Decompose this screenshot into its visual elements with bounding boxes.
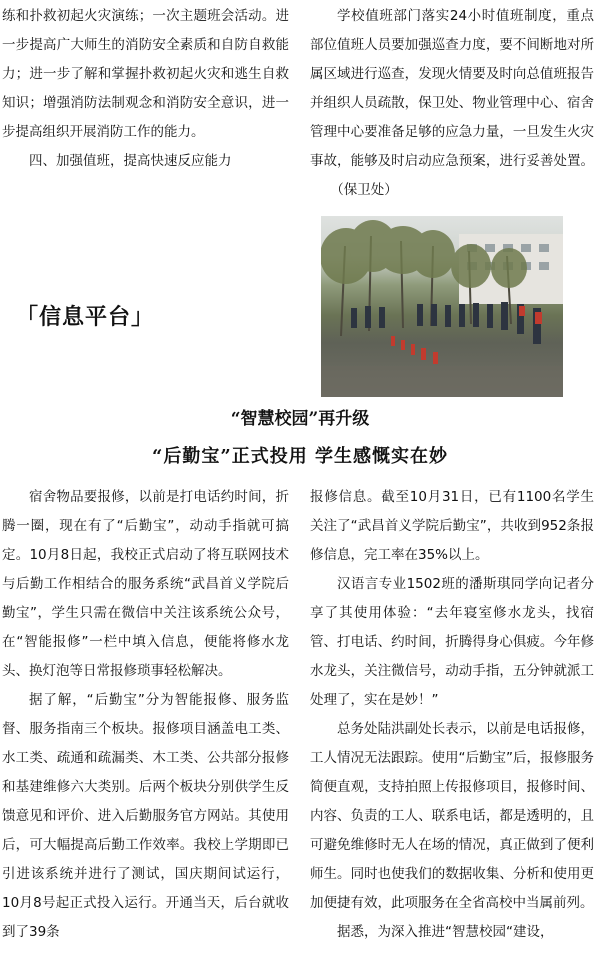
- top-right-column: [310, 2, 594, 205]
- bottom-left-column: [2, 483, 289, 947]
- paragraph-intro: 宿舍物品要报修，以前是打电话约时间，折腾一圈，现在有了“后勤宝”，动动手指就可搞定。10月8日起，我校正式启动了将互联网技术与后勤工作相结合的服务系统“武昌首义学院后勤宝”，学生只需在微信中关注该系统公众号，在“智能报修”一栏中填入信息，便能将修水龙头、换灯泡等日常报修琐事轻松解决。: [2, 489, 289, 679]
- section-label: 「信息平台」: [16, 304, 155, 330]
- headline-line-2: “后勤宝”正式投用 学生感慨实在妙: [152, 446, 448, 467]
- paragraph-modules: 据了解，“后勤宝”分为智能报修、服务监督、服务指南三个板块。报修项目涵盖电工类、水工类、疏通和疏漏类、木工类、公共部分报修和基建维修六大类别。后两个板块分别供学生反馈意见和评价、进入后勤服务官方网站。其使用后，可大幅提高后勤工作效率。我校上学期即已引进该系统并进行了测试，国庆期间试运行，10月8号起正式投入运行。开通当天，后台就收到了39条: [2, 692, 289, 940]
- subheading-duty: 四、加强值班，提高快速反应能力: [29, 153, 232, 169]
- paragraph-student-quote: 汉语言专业1502班的潘斯琪同学向记者分享了其使用体验：“去年寝室修水龙头，找宿管、打电话、约时间，折腾得身心俱疲。今年修水龙头，关注微信号，动动手指，五分钟就派工处理了，实在是妙！”: [310, 576, 594, 708]
- fire-drill-photo: [321, 216, 563, 397]
- paragraph-drill-summary: 练和扑救初起火灾演练；一次主题班会活动。进一步提高广大师生的消防安全素质和自防自救能力；进一步了解和掌握扑救初起火灾和逃生自救知识；增强消防法制观念和消防安全意识，进一步提高组织开展消防工作的能力。: [2, 8, 289, 140]
- headline-line-1: “智慧校园”再升级: [230, 409, 370, 429]
- paragraph-stats: 报修信息。截至10月31日，已有1100名学生关注了“武昌首义学院后勤宝”，共收到952条报修信息，完工率在35%以上。: [310, 489, 594, 563]
- top-left-column: [2, 2, 289, 176]
- bottom-right-column: [310, 483, 594, 947]
- duty-text: 学校值班部门落实24小时值班制度，重点部位值班人员要加强巡查力度，要不间断地对所属区域进行巡查，发现火情要及时向总值班报告并组织人员疏散，保卫处、物业管理中心、宿舍管理中心要准备足够的应急力量，一旦发生火灾事故，能够及时启动应急预案，进行妥善处置。: [310, 8, 594, 169]
- source-attribution: （保卫处）: [330, 182, 398, 198]
- paragraph-closing: 据悉，为深入推进“智慧校园“建设，: [337, 924, 554, 940]
- paragraph-official-comment: 总务处陆洪副处长表示，以前是电话报修，工人情况无法跟踪。使用“后勤宝”后，报修服务简便直观，支持拍照上传报修项目，报修时间、内容、负责的工人、联系电话，都是透明的，且可避免维修时无人在场的情况，真正做到了便利师生。同时也使我们的数据收集、分析和使用更加便捷有效，此项服务在全省高校中当属前列。: [310, 721, 594, 911]
- fire-drill-photo-illustration: [321, 216, 563, 397]
- paragraph-duty-system: [310, 2, 594, 205]
